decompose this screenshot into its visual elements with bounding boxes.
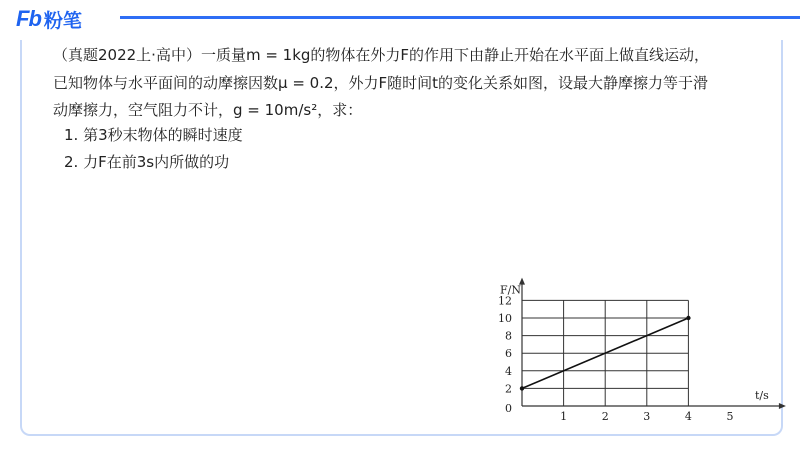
- y-tick-label: 2: [505, 382, 512, 396]
- y-tick-label: 8: [505, 329, 512, 343]
- data-point: [686, 316, 690, 320]
- origin-label: 0: [505, 402, 512, 415]
- logo-text: 粉笔: [43, 9, 82, 32]
- x-tick-label: 4: [684, 410, 692, 423]
- y-tick-label: 10: [498, 312, 512, 325]
- x-axis-label: t/s: [754, 389, 769, 402]
- x-tick-label: 2: [601, 410, 609, 423]
- x-tick-label: 1: [560, 410, 568, 423]
- fenbi-logo: [16, 6, 82, 32]
- x-axis-arrow: [779, 403, 786, 409]
- y-tick-label: 12: [498, 294, 512, 308]
- y-tick-label: 4: [505, 364, 512, 378]
- question-line-2: 已知物体与水平面间的动摩擦因数μ = 0.2，外力F随时间t的变化关系如图，设最大静摩擦力等于滑: [53, 73, 709, 92]
- sub-questions: [64, 122, 243, 176]
- x-tick-label: 5: [726, 410, 734, 423]
- logo-mark: Fb: [16, 6, 41, 31]
- question-line-1: （真题2022上·高中）一质量m = 1kg的物体在外力F的作用下由静止开始在水平面上做直线运动，: [53, 46, 710, 64]
- sub-question-1: 1. 第3秒末物体的瞬时速度: [64, 126, 243, 144]
- force-time-chart: [480, 262, 790, 437]
- y-axis-label: F/N: [500, 283, 521, 297]
- header-divider: [120, 16, 800, 19]
- y-tick-label: 6: [505, 347, 512, 361]
- data-point: [520, 386, 524, 390]
- x-tick-label: 3: [643, 410, 651, 423]
- header: [0, 0, 800, 38]
- sub-question-2: 2. 力F在前3s内所做的功: [64, 153, 230, 171]
- question-line-3: 动摩擦力，空气阻力不计，g = 10m/s²，求：: [53, 101, 363, 119]
- question-text: [53, 42, 765, 125]
